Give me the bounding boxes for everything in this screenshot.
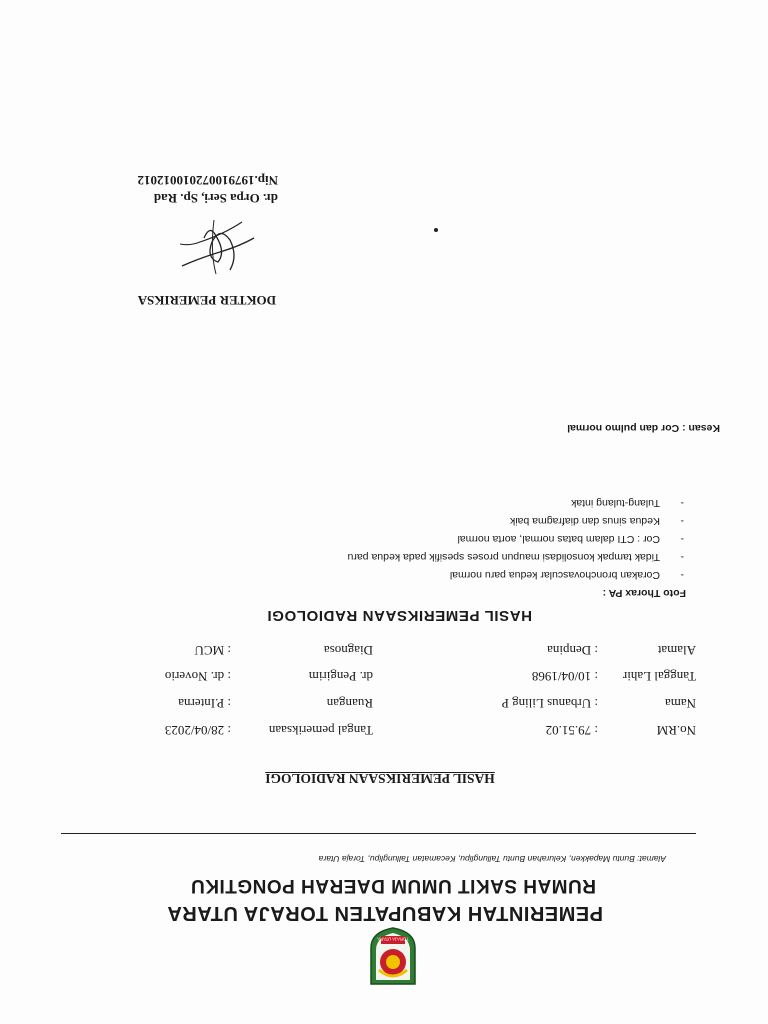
finding-dash: - [680,569,684,581]
no-rm-value: : 79.51.02 [545,723,598,738]
birthdate-value: : 10/04/1968 [531,669,598,684]
finding-text: Cor : CTI dalam batas normal, aorta normal [457,533,660,545]
address-label: Alamat [657,643,696,658]
address-value: : Denpina [547,643,598,658]
examiner-label: DOKTER PEMERIKSA [137,293,276,308]
exam-date-label: Tangal pemeriksaan [268,723,373,738]
finding-item [264,515,684,527]
room-value: : P.Interna [178,696,231,711]
finding-dash: - [680,533,684,545]
finding-text: Kedua sinus dan diafragma baik [509,515,660,527]
finding-item [264,569,684,581]
letterhead-divider [61,833,696,834]
ink-speck [434,228,438,232]
finding-item [264,497,684,509]
diagnosis-label: Diagnosa [323,643,373,658]
hospital-address: Alamat: Buntu Mapakken, Kelurahan Buntu Tallunglipu, Kecamatan Tallunglipu, Toraja Utara [318,854,666,864]
report-title: HASIL PEMERIKSAAN RADIOLOGI [265,771,495,786]
finding-text: Corakan bronchovascular kedua paru normal [449,569,660,581]
finding-dash: - [680,497,684,509]
room-label: Ruangan [326,696,373,711]
finding-text: Tulang-tulang intak [571,497,660,509]
referrer-label: dr. Pengirim [308,669,373,684]
exam-date-value: : 28/04/2023 [164,723,231,738]
no-rm-label: No.RM [656,723,696,738]
hospital-name: RUMAH SAKIT UMUM DAERAH PONGTIKU [190,875,596,896]
finding-item [264,533,684,545]
exam-type-label: Foto Thorax PA : [602,587,686,599]
name-value: : Urbanus Liling P [501,696,598,711]
birthdate-label: Tanggal Lahir [622,669,696,684]
referrer-value: : dr. Noverio [164,669,231,684]
handwritten-signature [170,212,260,282]
diagnosis-value: : MCU [194,643,231,658]
doctor-name: dr. Orpa Seri, Sp. Rad [153,191,278,206]
impression: Kesan : Cor dan pulmo normal [567,422,720,434]
government-name: PEMERINTAH KABUPATEN TORAJA UTARA [166,902,603,924]
name-label: Nama [664,696,696,711]
finding-text: Tidak tampak konsolidasi maupun proses spesifik pada kedua paru [347,551,660,563]
doctor-nip: Nip.197910072010012012 [137,173,278,188]
finding-dash: - [680,515,684,527]
section-title: HASIL PEMERIKSAAN RADIOLOGI [266,607,532,624]
finding-item [264,551,684,563]
finding-dash: - [680,551,684,563]
regency-logo [363,926,423,988]
logo-caption: TORAJA UTARA [377,936,409,942]
